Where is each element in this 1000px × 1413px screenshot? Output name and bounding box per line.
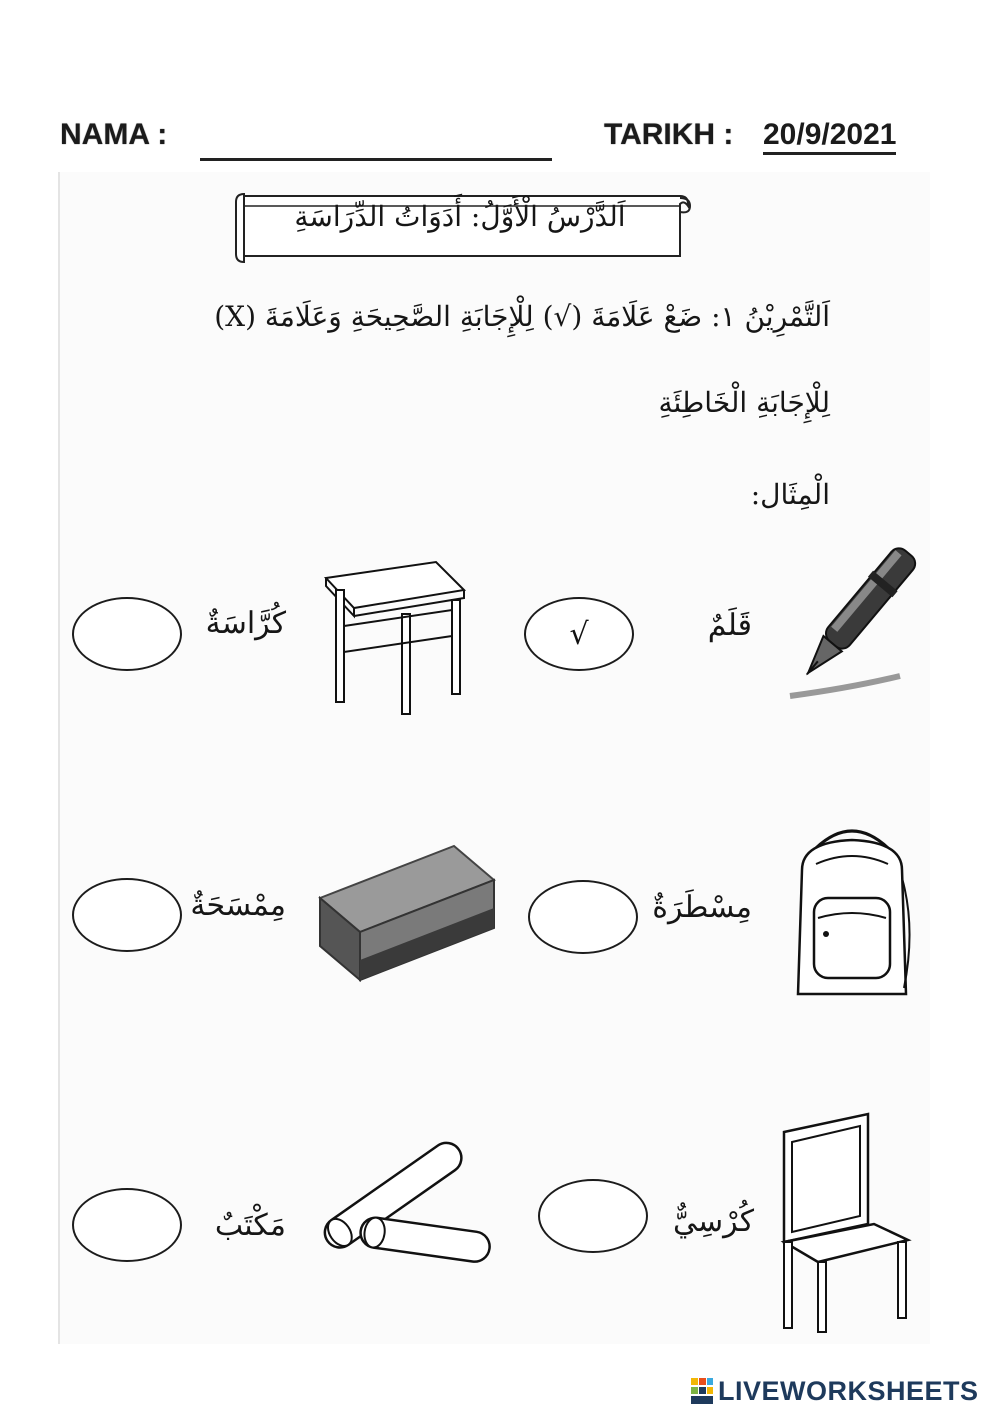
instruction-line-2: لِلْإِجَابَةِ الْخَاطِئَةِ [658, 386, 830, 419]
answer-oval-3[interactable] [528, 880, 638, 954]
name-answer-line[interactable] [200, 158, 552, 161]
brand-text: LIVEWORKSHEETS [718, 1375, 979, 1406]
instruction-line-1: اَلتَّمْرِيْنُ ١: ضَعْ عَلَامَةَ (√) لِلْإِجَابَةِ الصَّحِيحَةِ وَعَلَامَةَ (X) [214, 300, 830, 333]
answer-oval-2[interactable] [72, 597, 182, 671]
word-item-2: كُرَّاسَةٌ [205, 606, 286, 641]
liveworksheets-logo-icon [690, 1377, 714, 1405]
eraser-icon [314, 840, 498, 984]
example-label: الْمِثَال: [750, 478, 830, 511]
date-label: TARIKH : [604, 118, 734, 151]
liveworksheets-logo[interactable] [690, 1374, 979, 1408]
lesson-title: اَلدَّرْسُ الْأَوَّلُ: أَدَوَاتُ الدِّرَاسَةِ [294, 200, 626, 233]
backpack-icon [786, 818, 918, 1008]
desk-icon [318, 556, 470, 718]
answer-oval-4[interactable] [72, 878, 182, 952]
chalk-icon [310, 1130, 500, 1280]
answer-mark-1: √ [569, 616, 589, 652]
answer-oval-5[interactable] [538, 1179, 648, 1253]
answer-oval-6[interactable] [72, 1188, 182, 1262]
answer-oval-1[interactable] [524, 597, 634, 671]
word-item-5: كُرْسِيٌّ [673, 1204, 754, 1239]
pen-icon [780, 538, 920, 708]
word-item-4: مِمْسَحَةٌ [190, 888, 286, 923]
name-label: NAMA : [60, 118, 168, 151]
date-value: 20/9/2021 [763, 118, 896, 155]
chair-icon [778, 1112, 912, 1334]
word-item-3: مِسْطَرَةٌ [652, 890, 752, 925]
word-item-1: قَلَمٌ [707, 608, 752, 643]
word-item-6: مَكْتَبٌ [214, 1208, 286, 1243]
